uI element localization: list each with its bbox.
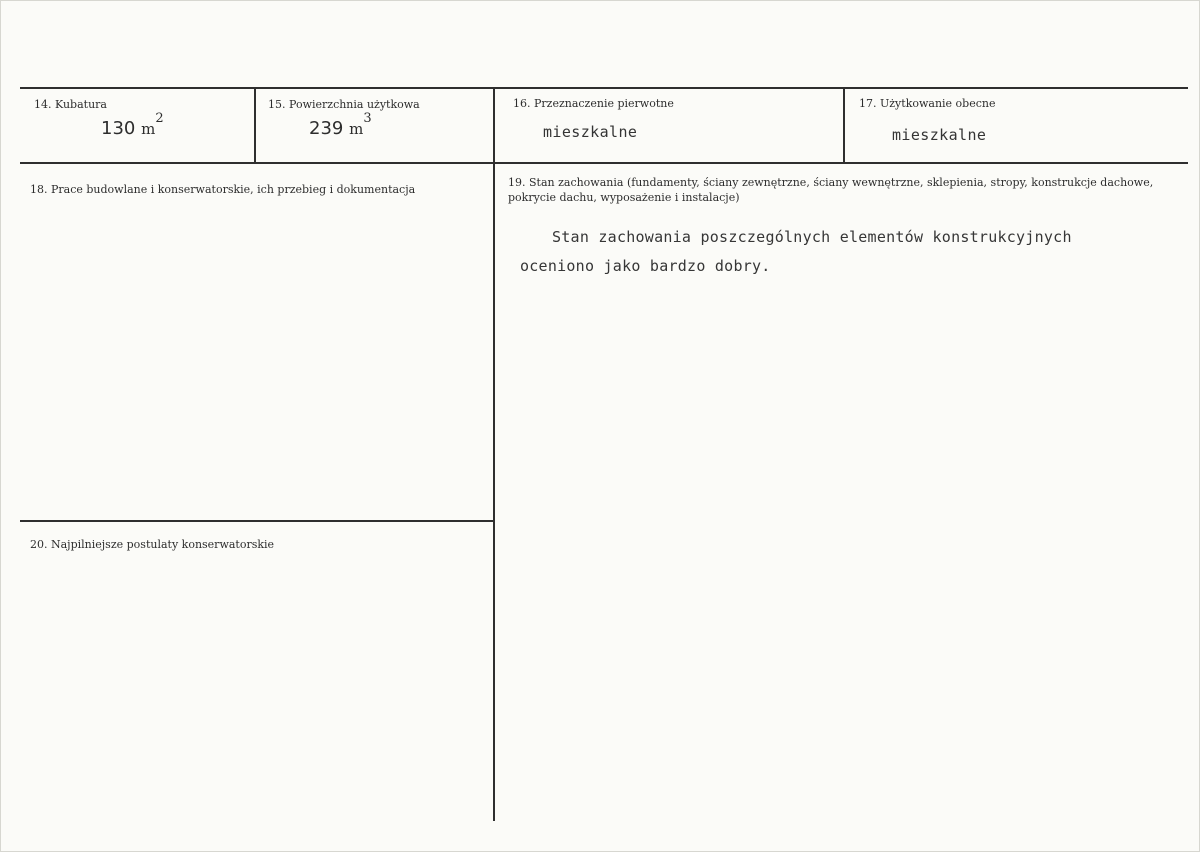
field-18-label: 18. Prace budowlane i konserwatorskie, ich przebieg i dokumentacja <box>30 183 416 196</box>
field-14-value <box>101 111 164 139</box>
field-14-label: 14. Kubatura <box>34 98 107 111</box>
field-19-typed-line-2: oceniono jako bardzo dobry. <box>520 257 771 275</box>
field-14-number: 130 <box>101 118 136 139</box>
left-section-rule <box>20 520 493 522</box>
field-16-value: mieszkalne <box>543 123 638 141</box>
field-15-value <box>309 111 372 139</box>
field-19-label: 19. Stan zachowania (fundamenty, ściany zewnętrzne, ściany wewnętrzne, sklepienia, stropy, konstrukcje dachowe, pokrycie dachu, wyposażenie i instalacje) <box>508 176 1154 204</box>
field-15-unit <box>349 111 372 138</box>
field-14-unit-exponent: 2 <box>155 111 164 126</box>
field-15-unit-base: m <box>349 120 364 138</box>
field-20-label: 20. Najpilniejsze postulaty konserwatorskie <box>30 538 275 551</box>
field-15-unit-exponent: 3 <box>363 111 372 126</box>
top-rule <box>20 87 1188 89</box>
divider-15-16 <box>493 88 495 821</box>
field-14-unit-base: m <box>141 120 156 138</box>
field-19-typed-text <box>520 223 1160 281</box>
divider-16-17 <box>843 88 845 163</box>
field-15-number: 239 <box>309 118 344 139</box>
field-16-label: 16. Przeznaczenie pierwotne <box>513 97 674 110</box>
field-17-value: mieszkalne <box>892 126 987 144</box>
divider-14-15 <box>254 88 256 163</box>
field-19-typed-line-1: Stan zachowania poszczególnych elementów konstrukcyjnych <box>552 228 1072 246</box>
field-17-label: 17. Użytkowanie obecne <box>859 97 996 110</box>
field-14-unit <box>141 111 164 138</box>
field-15-label: 15. Powierzchnia użytkowa <box>268 98 420 111</box>
mid-rule <box>20 162 1188 164</box>
